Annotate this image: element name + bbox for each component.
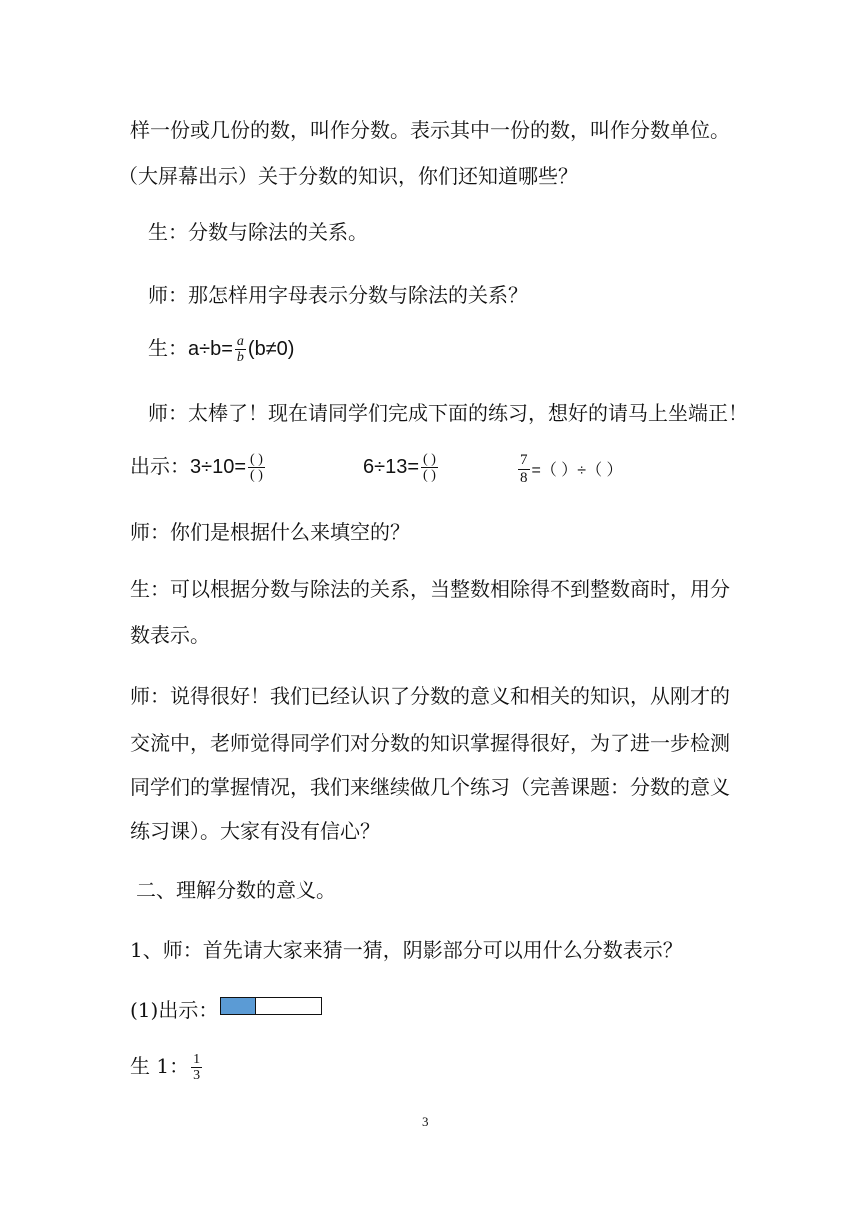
text-line: 师：太棒了！现在请同学们完成下面的练习，想好的请马上坐端正！ (148, 401, 748, 425)
exercise-line (130, 452, 267, 483)
fraction-a-over-b: $\frac{a}{b}$ (236, 334, 244, 365)
speaker-label: 生 1： (130, 1054, 190, 1078)
text-line: 练习课）。大家有没有信心？ (130, 819, 380, 843)
text-line: 交流中，老师觉得同学们对分数的知识掌握得很好，为了进一步检测 (130, 731, 730, 755)
fraction-7-over-8: $\frac{7}{8}$ (520, 452, 528, 486)
exercise-label: (1)出示： (130, 998, 219, 1022)
answer-line (130, 1052, 204, 1083)
text-line: 1、师：首先请大家来猜一猜，阴影部分可以用什么分数表示？ (130, 938, 683, 962)
formula-left: a÷b= (188, 338, 233, 360)
blank-fraction: $\frac{( )}{( )}$ (423, 452, 436, 483)
text-line: 样一份或几份的数，叫作分数。表示其中一份的数，叫作分数单位。 (130, 118, 730, 142)
text-line: （大屏幕出示）关于分数的知识，你们还知道哪些？ (118, 164, 578, 188)
text-line: 师：那怎样用字母表示分数与除法的关系？ (148, 283, 528, 307)
formula-line (148, 334, 294, 365)
exercise-label: 出示： (130, 454, 190, 478)
exercise-3: =（ ）÷（ ） (531, 462, 623, 479)
formula-condition: (b≠0) (247, 338, 295, 360)
shaded-rectangle (220, 997, 322, 1015)
speaker-label: 生： (148, 336, 188, 360)
shaded-part (221, 998, 255, 1014)
page-number: 3 (422, 1114, 429, 1129)
exercise-line (363, 452, 440, 483)
section-heading: 二、理解分数的意义。 (136, 878, 336, 902)
text-line: 数表示。 (130, 623, 210, 647)
fraction-1-over-3: $\frac{1}{3}$ (193, 1052, 201, 1083)
shape-line (130, 996, 322, 1024)
text-line: 同学们的掌握情况，我们来继续做几个练习（完善课题：分数的意义 (130, 775, 730, 799)
text-line: 师：你们是根据什么来填空的？ (130, 520, 410, 544)
exercise-line (516, 452, 623, 487)
blank-fraction: $\frac{( )}{( )}$ (250, 452, 263, 483)
exercise-2: 6÷13= (363, 456, 420, 478)
text-line: 生：分数与除法的关系。 (148, 220, 368, 244)
exercise-1: 3÷10= (190, 456, 247, 478)
text-line: 师：说得很好！我们已经认识了分数的意义和相关的知识，从刚才的 (130, 684, 730, 708)
text-line: 生：可以根据分数与除法的关系，当整数相除得不到整数商时，用分 (130, 577, 730, 601)
